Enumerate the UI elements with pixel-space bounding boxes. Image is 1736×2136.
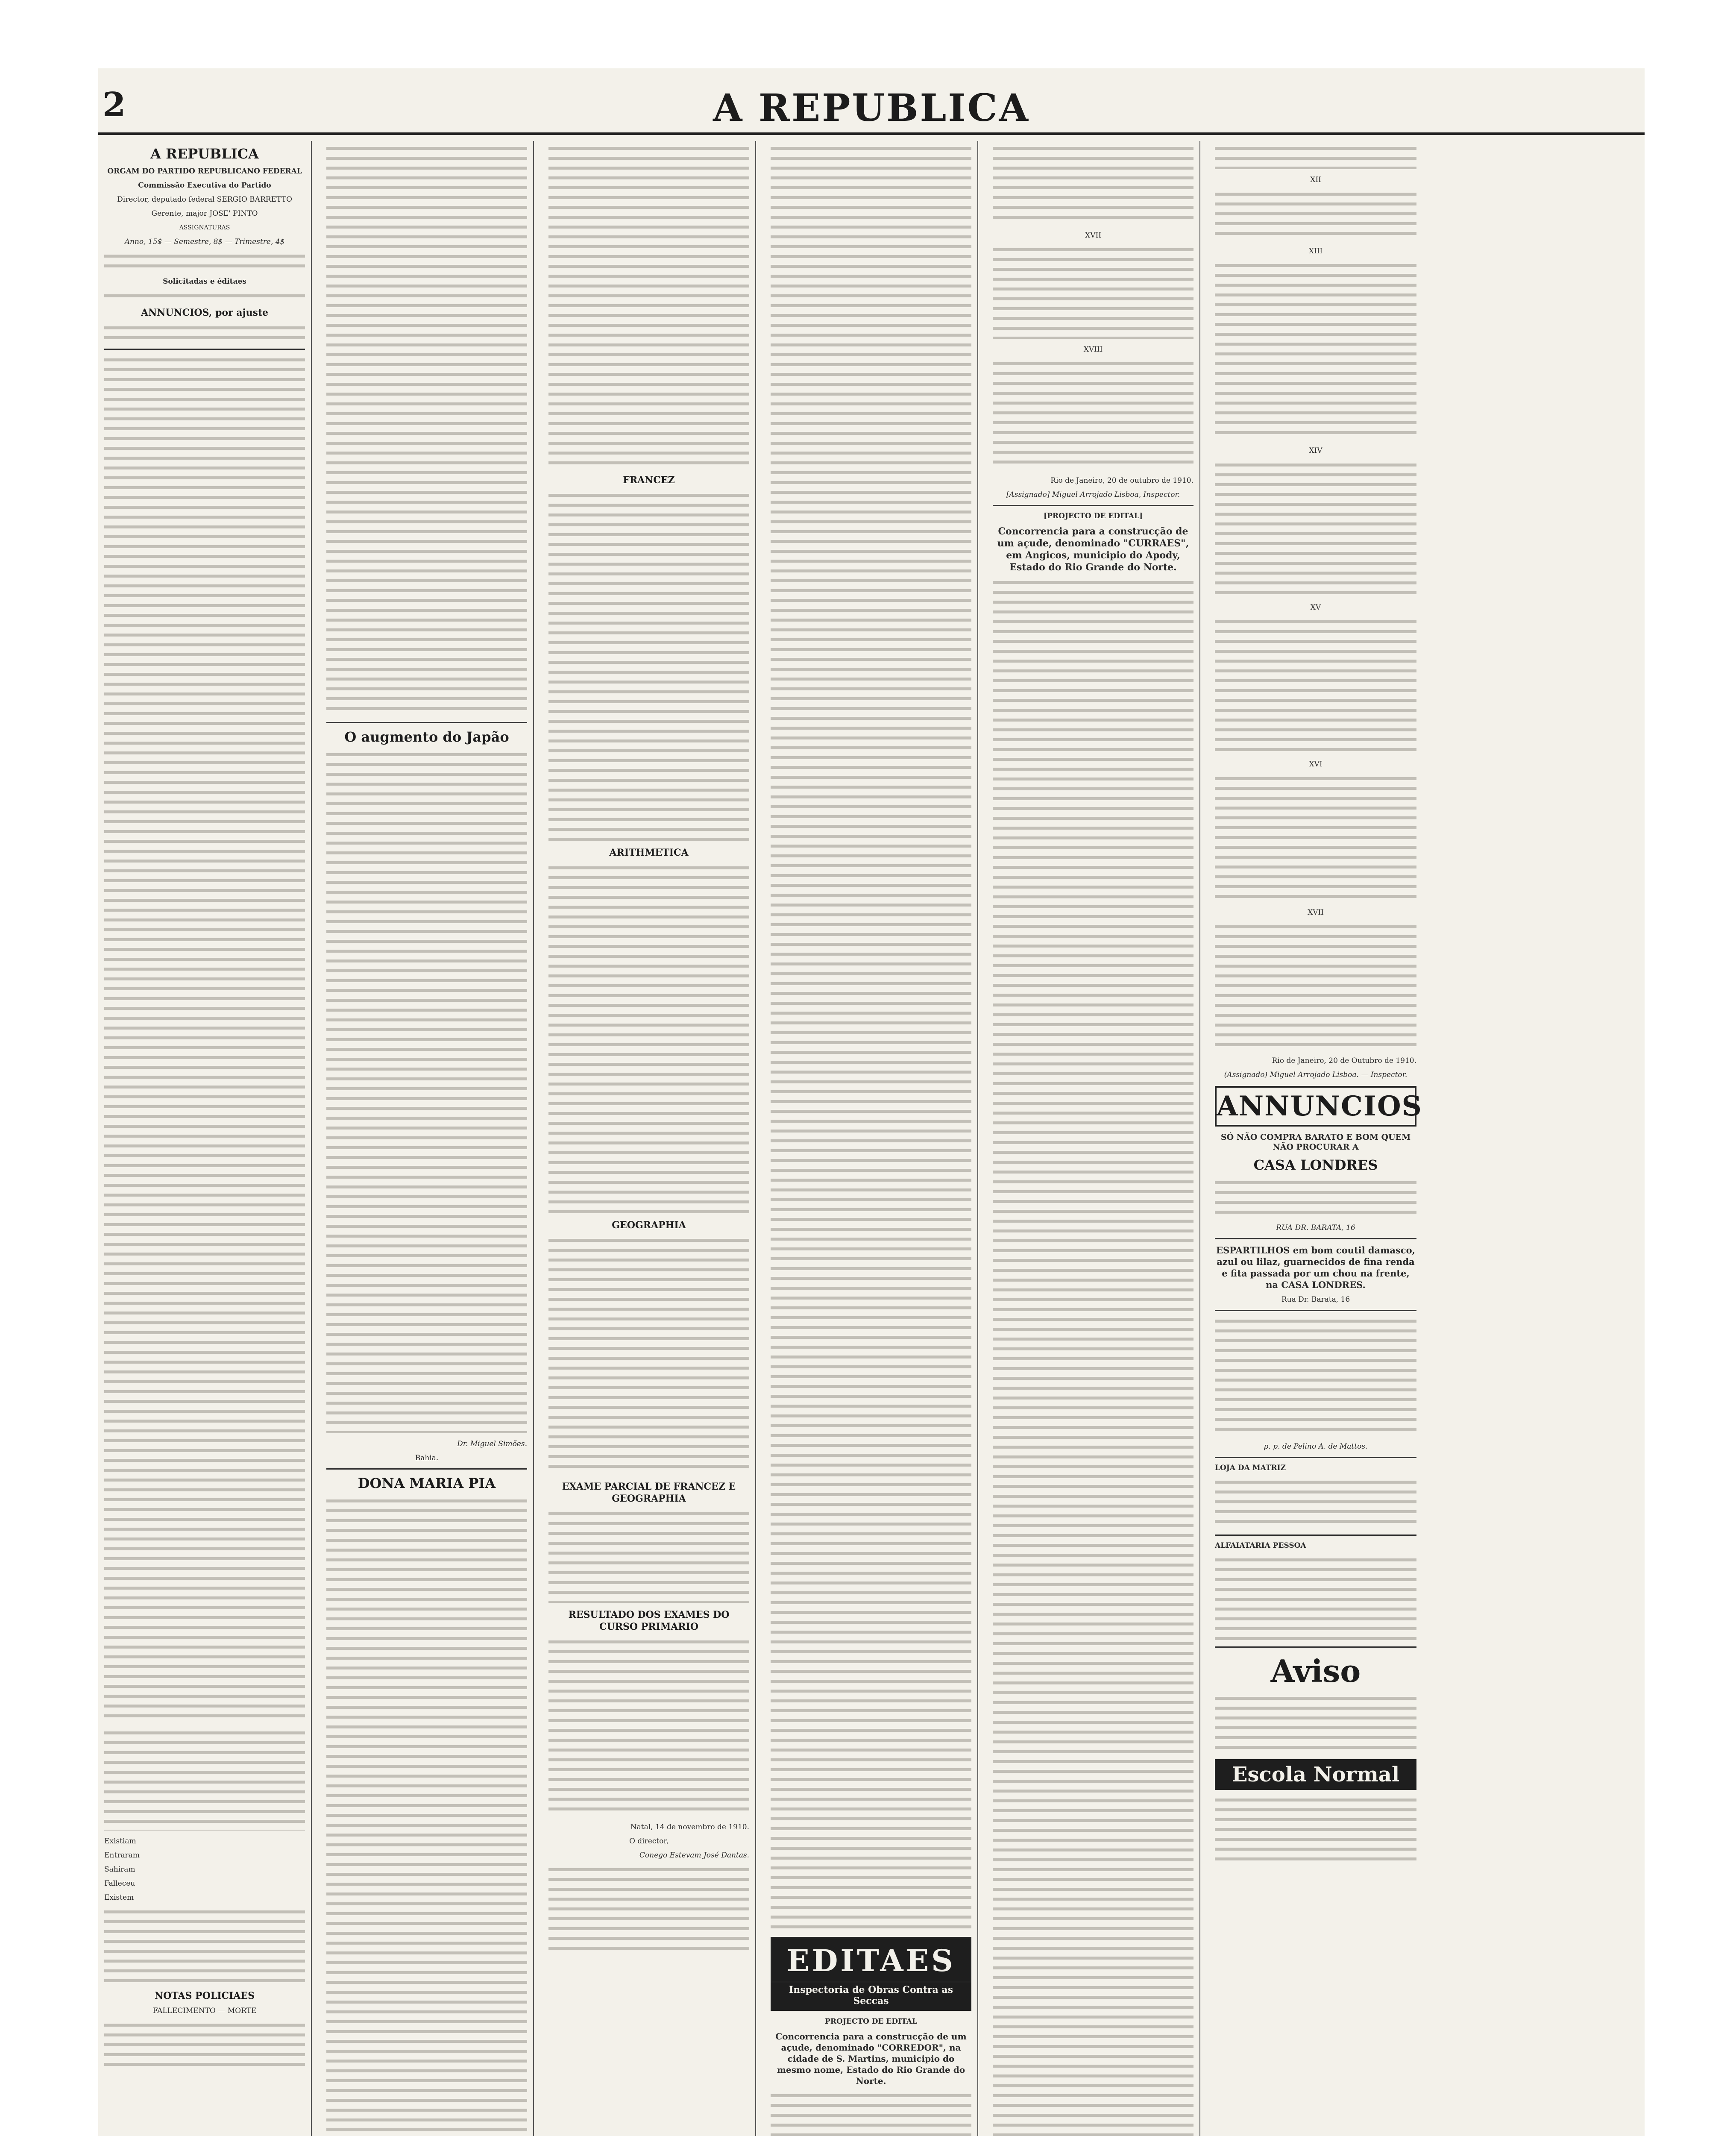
section-xii: XII — [1310, 176, 1321, 184]
alfaiataria-text — [1215, 1555, 1416, 1640]
francez-header: FRANCEZ — [623, 475, 675, 486]
geographia-header: GEOGRAPHIA — [612, 1220, 686, 1231]
club-text — [1215, 1316, 1416, 1436]
augmento-header: O augmento do Japão — [344, 729, 509, 745]
section-xiii: XIII — [1308, 247, 1323, 255]
signed-line: [Assignado] Miguel Arrojado Lisboa, Inspector. — [1006, 490, 1180, 499]
column-1-text — [104, 355, 305, 1722]
espartilhos-ad: ESPARTILHOS em bom coutil damasco, azul ou lilaz, guarnecidos de fina renda e fita passada por um chou na frente, na CASA LONDRES. — [1216, 1245, 1415, 1290]
concorrencia-text — [771, 2091, 971, 2136]
casa-londres: CASA LONDRES — [1253, 1157, 1378, 1173]
table-row: Sahiram — [104, 1865, 135, 1874]
party-committee: Commissão Executiva do Partido — [138, 181, 271, 190]
table-row: Existiam — [104, 1837, 136, 1846]
section-xvii-text — [1215, 922, 1416, 1050]
section-xiv: XIV — [1309, 446, 1323, 455]
section-xiv-text — [1215, 460, 1416, 597]
column-6-text — [1215, 144, 1416, 169]
dona-maria-text — [326, 1496, 527, 2136]
hospital-table-rows — [104, 1837, 305, 1903]
annuncios-banner: ANNUNCIOS — [1215, 1086, 1416, 1127]
annuncios-ajuste: ANNUNCIOS, por ajuste — [141, 307, 269, 318]
section-xviii-text — [993, 359, 1194, 470]
solicitadas-text — [104, 291, 305, 301]
section-xvii-text — [993, 245, 1194, 339]
aviso-text — [1215, 1693, 1416, 1753]
column-6 — [1209, 141, 1422, 2136]
rua-barata: RUA DR. BARATA, 16 — [1276, 1224, 1355, 1232]
resultado-header: RESULTADO DOS EXAMES DO CURSO PRIMARIO — [568, 1609, 730, 1632]
manager-line: Gerente, major JOSE' PINTO — [151, 209, 258, 218]
projecto-edital-2: [PROJECTO DE EDITAL] — [1044, 512, 1143, 520]
section-xiii-text — [1215, 261, 1416, 440]
escola-normal: Escola Normal — [1215, 1759, 1416, 1790]
divider — [1215, 1535, 1416, 1536]
loja-matriz-text — [1215, 1477, 1416, 1529]
exame-text — [548, 1509, 749, 1603]
projecto-edital: PROJECTO DE EDITAL — [825, 2017, 917, 2026]
signature-city: Bahia. — [415, 1454, 439, 1462]
masthead — [98, 85, 1645, 135]
divider — [1215, 1238, 1416, 1239]
column-1 — [98, 141, 312, 2136]
table-row: Entraram — [104, 1851, 140, 1860]
editaes-banner: EDITAES — [771, 1937, 971, 1983]
arithmetica-header: ARITHMETICA — [609, 847, 689, 858]
date-line: Rio de Janeiro, 20 de outubro de 1910. — [1050, 476, 1194, 485]
column-3-text-end — [548, 1865, 749, 1950]
divider — [1215, 1310, 1416, 1311]
escola-text — [1215, 1795, 1416, 1863]
date-line: Rio de Janeiro, 20 de Outubro de 1910. — [1272, 1056, 1416, 1065]
section-xv-text — [1215, 617, 1416, 754]
column-2 — [320, 141, 534, 2136]
subs-prices: Anno, 15$ — Semestre, 8$ — Trimestre, 4$ — [124, 238, 285, 246]
section-xii-text — [1215, 189, 1416, 241]
section-xvi-text — [1215, 774, 1416, 902]
francez-text — [548, 490, 749, 841]
section-xvii: XVII — [1308, 908, 1324, 917]
concorrencia-curraes: Concorrencia para a construcção de um açude, denominado "CURRAES", em Angicos, municipio do Apody, Estado do Rio Grande do Norte. — [997, 526, 1189, 573]
columns — [98, 141, 1645, 2136]
director-title: O director, — [629, 1837, 669, 1846]
augmento-text — [326, 750, 527, 1433]
column-3 — [542, 141, 756, 2136]
section-xviii: XVIII — [1083, 345, 1103, 354]
dona-maria-header: DONA MARIA PIA — [358, 1475, 496, 1491]
resultado-text — [548, 1637, 749, 1816]
column-5 — [987, 141, 1200, 2136]
aviso-banner: Aviso — [1270, 1653, 1361, 1689]
column-4 — [765, 141, 978, 2136]
annuncios-text — [104, 323, 305, 343]
paper-title: A REPUBLICA — [713, 85, 1030, 130]
column-2-text — [326, 144, 527, 716]
divider — [104, 349, 305, 350]
divider — [326, 722, 527, 723]
exame-header: EXAME PARCIAL DE FRANCEZ E GEOGRAPHIA — [562, 1481, 736, 1504]
divider — [1215, 1457, 1416, 1458]
divider — [326, 1468, 527, 1470]
divider — [1215, 1646, 1416, 1648]
concorrencia-corredor: Concorrencia para a construcção de um açude, denominado "CORREDOR", na cidade de S. Martins, municipio do mesmo nome, Estado do Rio Grande do Norte. — [775, 2031, 967, 2086]
alfaiataria: ALFAIATARIA PESSOA — [1215, 1541, 1306, 1550]
hospital-table — [104, 1728, 305, 1831]
arithmetica-text — [548, 863, 749, 1213]
nameplate-box — [104, 145, 305, 343]
section-xvi: XVI — [1309, 760, 1323, 769]
column-4-text — [771, 144, 971, 1929]
subs-text — [104, 251, 305, 271]
signature-mattos: p. p. de Pelino A. de Mattos. — [1264, 1442, 1368, 1451]
column-5-text — [993, 144, 1194, 225]
place-date: Natal, 14 de novembro de 1910. — [630, 1823, 749, 1831]
column-3-text — [548, 144, 749, 468]
table-row: Existem — [104, 1893, 134, 1902]
loja-matriz: LOJA DA MATRIZ — [1215, 1464, 1286, 1472]
notas-text — [104, 2020, 305, 2071]
director-name: Conego Estevam José Dantas. — [639, 1851, 749, 1860]
notas-header: NOTAS POLICIAES — [154, 1990, 255, 2001]
director-line: Director, deputado federal SERGIO BARRETTO — [117, 195, 292, 204]
notas-sub: FALLECIMENTO — MORTE — [152, 2007, 257, 2015]
subs-header: ASSIGNATURAS — [179, 224, 230, 231]
divider — [993, 505, 1194, 506]
organ-line: ORGAM DO PARTIDO REPUBLICANO FEDERAL — [107, 167, 302, 176]
section-xv: XV — [1310, 603, 1321, 612]
solicitadas: Solicitadas e éditaes — [163, 277, 246, 286]
casa-londres-text — [1215, 1178, 1416, 1217]
signed-line: (Assignado) Miguel Arrojado Lisboa. — Inspector. — [1224, 1071, 1408, 1079]
section-xvii: XVII — [1085, 231, 1101, 240]
signature: Dr. Miguel Simões. — [457, 1440, 527, 1448]
table-row: Falleceu — [104, 1879, 135, 1888]
nameplate: A REPUBLICA — [150, 146, 259, 162]
rua-barata-2: Rua Dr. Barata, 16 — [1281, 1295, 1350, 1304]
geographia-text — [548, 1235, 749, 1475]
column-1-text-2 — [104, 1907, 305, 1984]
casa-londres-lead: SÓ NÃO COMPRA BARATO E BOM QUEM NÃO PROCURAR A — [1220, 1133, 1411, 1152]
page-number: 2 — [103, 85, 126, 124]
newspaper-page — [98, 68, 1645, 2136]
column-5-text-end — [993, 578, 1194, 2136]
inspectoria-banner: Inspectoria de Obras Contra as Seccas — [771, 1983, 971, 2011]
